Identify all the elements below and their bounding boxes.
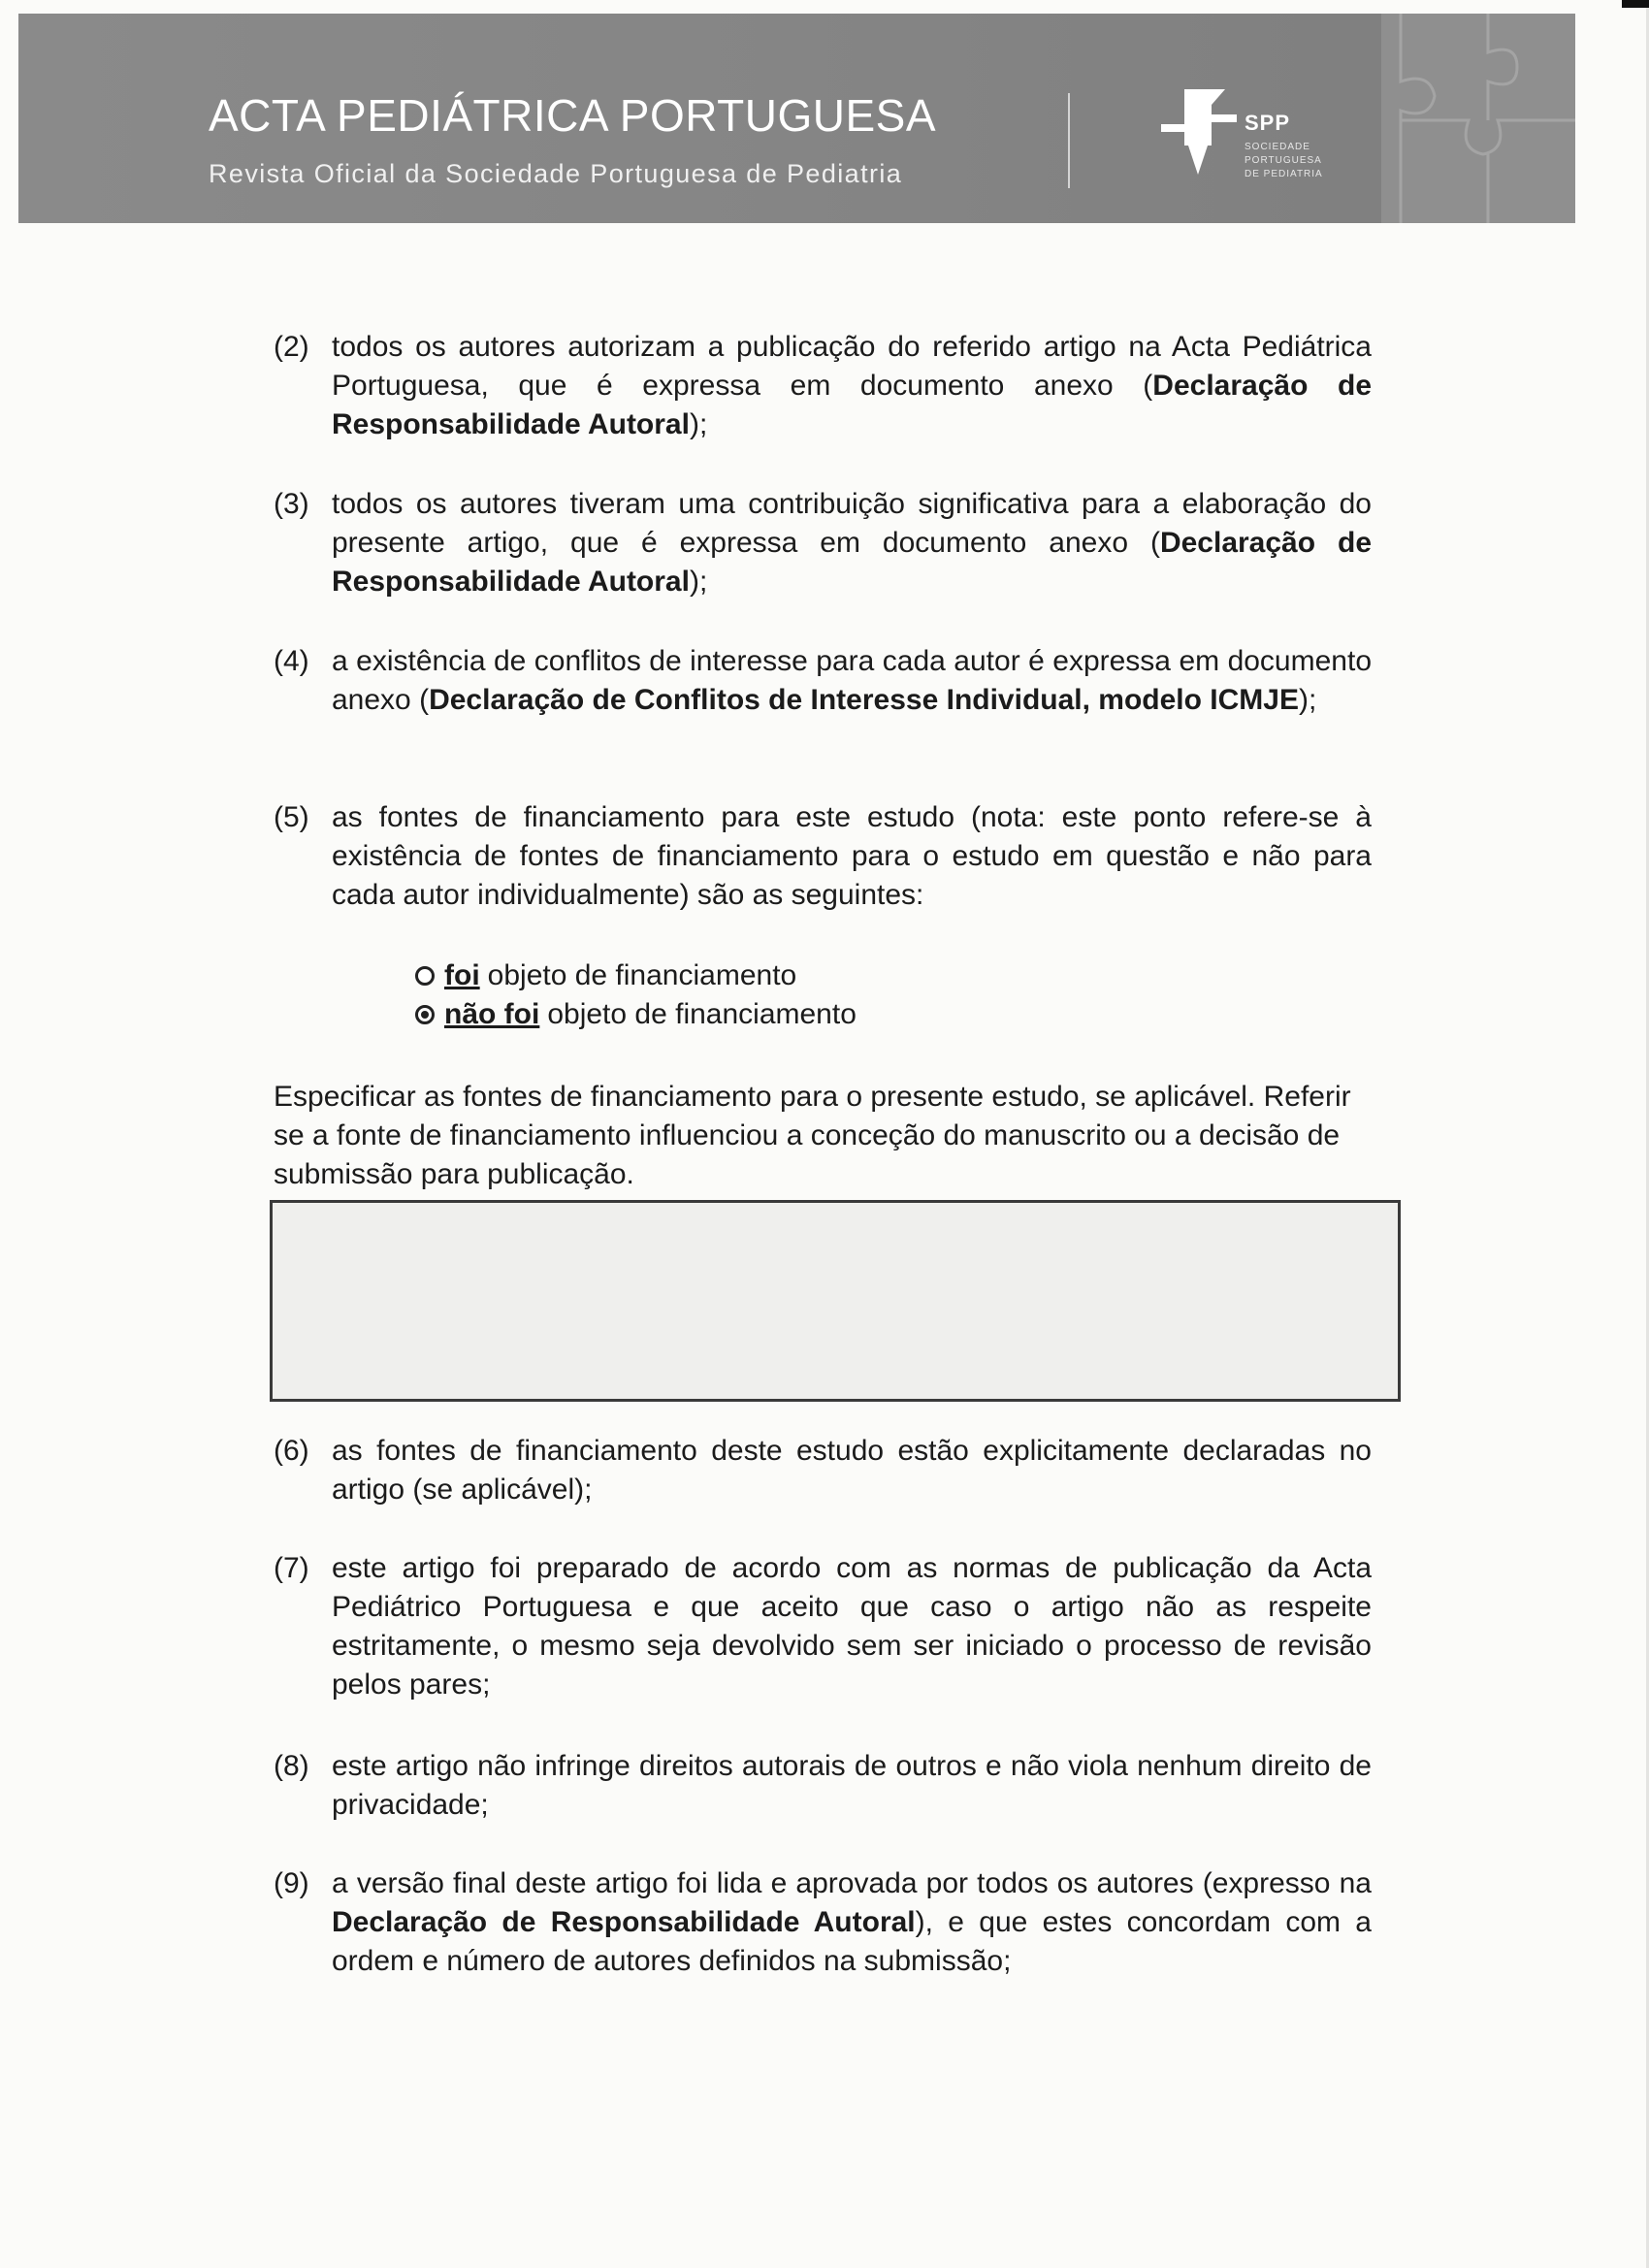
puzzle-decoration xyxy=(1381,14,1575,223)
spp-cross-icon xyxy=(1155,81,1243,178)
scan-corner xyxy=(1622,0,1649,8)
item-2 xyxy=(274,328,1372,444)
item-text-post: ); xyxy=(1298,684,1317,716)
item-text-post: ), e que estes concordam com a ordem e número de autores definidos na submissão; xyxy=(332,1906,1372,1977)
item-text xyxy=(332,485,1372,601)
item-text xyxy=(332,328,1372,444)
item-text-bold: Declaração de Responsabilidade Autoral xyxy=(332,370,1372,440)
item-text xyxy=(332,642,1372,720)
item-9 xyxy=(274,1864,1372,1981)
item-6 xyxy=(274,1432,1372,1509)
radio-unchecked-icon[interactable] xyxy=(415,966,435,986)
spp-logo xyxy=(1155,81,1349,188)
journal-header xyxy=(18,14,1575,223)
option-label: objeto de financiamento xyxy=(547,998,857,1030)
item-number: (9) xyxy=(274,1867,309,1899)
journal-subtitle: Revista Oficial da Sociedade Portuguesa de Pediatria xyxy=(209,159,903,188)
header-divider xyxy=(1068,93,1070,188)
item-text: as fontes de financiamento para este estudo (nota: este ponto refere-se à existência de fontes de financiamento para o estudo em questão e não para cada autor individualmente) são as seguintes: xyxy=(332,801,1372,911)
item-text-bold: Declaração de Responsabilidade Autoral xyxy=(332,527,1373,598)
item-number: (2) xyxy=(274,331,309,363)
item-number: (5) xyxy=(274,801,309,833)
item-3 xyxy=(274,485,1372,601)
item-text: este artigo não infringe direitos autorais de outros e não viola nenhum direito de privacidade; xyxy=(332,1750,1372,1821)
radio-checked-icon[interactable] xyxy=(415,1005,435,1024)
logo-line-1: SOCIEDADE xyxy=(1245,142,1310,152)
option-keyword: não foi xyxy=(444,998,540,1030)
item-text-pre: a existência de conflitos de interesse para cada autor é expressa em documento anexo ( xyxy=(332,645,1372,716)
item-number: (7) xyxy=(274,1552,309,1584)
item-number: (6) xyxy=(274,1435,309,1467)
item-4 xyxy=(274,642,1372,720)
journal-title: ACTA PEDIÁTRICA PORTUGUESA xyxy=(209,90,937,141)
item-text-pre: todos os autores tiveram uma contribuição significativa para a elaboração do presente artigo, que é expressa em documento anexo ( xyxy=(332,488,1372,559)
item-number: (4) xyxy=(274,645,309,677)
item-text: as fontes de financiamento deste estudo estão explicitamente declaradas no artigo (se aplicável); xyxy=(332,1435,1372,1506)
item-text-bold: Declaração de Conflitos de Interesse Individual, modelo ICMJE xyxy=(429,684,1299,716)
item-text-pre: a versão final deste artigo foi lida e aprovada por todos os autores (expresso na xyxy=(332,1867,1372,1899)
item-text-post: ); xyxy=(689,566,708,598)
funding-option-foi[interactable] xyxy=(415,956,857,995)
funding-radio-group xyxy=(415,956,857,1034)
item-text-post: ); xyxy=(689,408,708,440)
item-text-bold: Declaração de Responsabilidade Autoral xyxy=(332,1906,916,1938)
logo-acronym: SPP xyxy=(1245,111,1291,135)
item-text: este artigo foi preparado de acordo com as normas de publicação da Acta Pediátrico Portuguesa e que aceito que caso o artigo não as respeite estritamente, o mesmo seja devolvido sem ser iniciado o processo de revisão pelos pares; xyxy=(332,1552,1372,1701)
logo-line-3: DE PEDIATRIA xyxy=(1245,169,1323,179)
option-keyword: foi xyxy=(444,959,480,991)
item-number: (8) xyxy=(274,1750,309,1782)
funding-option-nao-foi[interactable] xyxy=(415,995,857,1034)
item-text-pre: todos os autores autorizam a publicação do referido artigo na Acta Pediátrica Portuguesa, que é expressa em documento anexo ( xyxy=(332,331,1372,402)
specify-funding-instructions: Especificar as fontes de financiamento para o presente estudo, se aplicável. Referir se a fonte de financiamento influenciou a conceção do manuscrito ou a decisão de submissão para publicação. xyxy=(274,1081,1351,1190)
item-8 xyxy=(274,1747,1372,1825)
item-text xyxy=(332,1864,1372,1981)
funding-sources-field[interactable] xyxy=(270,1200,1401,1402)
option-label: objeto de financiamento xyxy=(487,959,797,991)
item-number: (3) xyxy=(274,488,309,520)
logo-line-2: PORTUGUESA xyxy=(1245,155,1322,166)
item-7 xyxy=(274,1549,1372,1704)
item-5 xyxy=(274,798,1372,915)
